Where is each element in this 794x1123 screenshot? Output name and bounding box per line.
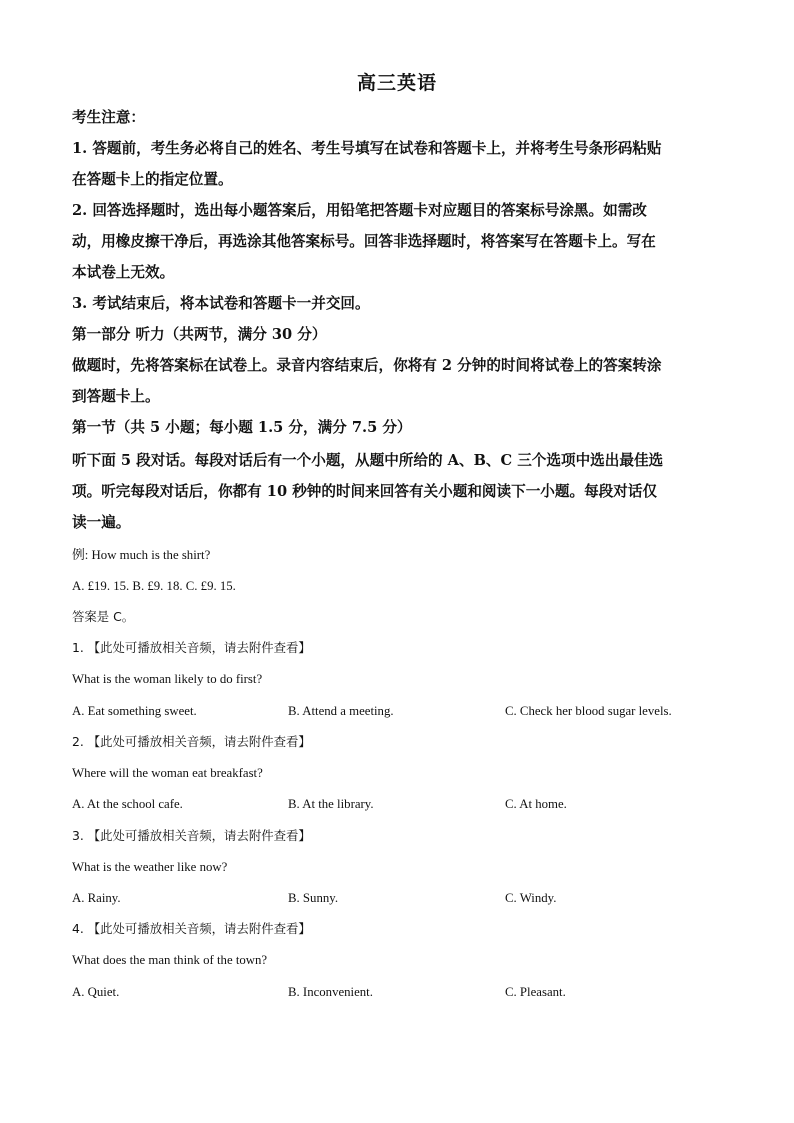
- question-audio-label: 2. 【此处可播放相关音频，请去附件查看】: [72, 734, 311, 749]
- question-text: Where will the woman eat breakfast?: [72, 766, 263, 780]
- example-options: A. £19. 15. B. £9. 18. C. £9. 15.: [72, 579, 236, 593]
- question-text: What is the weather like now?: [72, 860, 228, 874]
- part1-intro-line: 到答题卡上。: [72, 388, 160, 405]
- section1-intro-line: 听下面 5 段对话。每段对话后有一个小题，从题中所给的 A、B、C 三个选项中选出最佳选: [72, 452, 664, 469]
- option-b: B. Inconvenient.: [288, 985, 373, 999]
- notice-line: 2. 回答选择题时，选出每小题答案后，用铅笔把答题卡对应题目的答案标号涂黑。如需改: [72, 202, 647, 219]
- part1-intro-line: 做题时，先将答案标在试卷上。录音内容结束后，你将有 2 分钟的时间将试卷上的答案转涂: [72, 357, 662, 374]
- option-a: A. Rainy.: [72, 891, 121, 905]
- notice-line: 本试卷上无效。: [72, 264, 175, 281]
- option-a: A. Quiet.: [72, 985, 120, 999]
- example-answer: 答案是 C。: [72, 609, 135, 624]
- option-c: C. Pleasant.: [505, 985, 566, 999]
- notice-line: 在答题卡上的指定位置。: [72, 171, 233, 188]
- question-audio-label: 1. 【此处可播放相关音频，请去附件查看】: [72, 640, 311, 655]
- example-question: 例: How much is the shirt?: [72, 548, 211, 562]
- section1-intro-line: 项。听完每段对话后，你都有 10 秒钟的时间来回答有关小题和阅读下一小题。每段对话仅: [72, 483, 658, 500]
- part1-heading: 第一部分 听力（共两节，满分 30 分）: [72, 326, 327, 343]
- section1-intro-line: 读一遍。: [72, 514, 131, 531]
- section1-heading: 第一节（共 5 小题；每小题 1.5 分，满分 7.5 分）: [72, 419, 412, 436]
- notice-heading: 考生注意：: [72, 109, 145, 126]
- notice-line: 3. 考试结束后，将本试卷和答题卡一并交回。: [72, 295, 370, 312]
- question-audio-label: 3. 【此处可播放相关音频，请去附件查看】: [72, 828, 311, 843]
- option-b: B. At the library.: [288, 797, 374, 811]
- option-c: C. Check her blood sugar levels.: [505, 704, 672, 718]
- option-c: C. Windy.: [505, 891, 557, 905]
- notice-line: 动，用橡皮擦干净后，再选涂其他答案标号。回答非选择题时，将答案写在答题卡上。写在: [72, 233, 656, 250]
- notice-line: 1. 答题前，考生务必将自己的姓名、考生号填写在试卷和答题卡上，并将考生号条形码粘贴: [72, 140, 662, 157]
- option-a: A. Eat something sweet.: [72, 704, 197, 718]
- option-c: C. At home.: [505, 797, 567, 811]
- option-b: B. Attend a meeting.: [288, 704, 394, 718]
- question-audio-label: 4. 【此处可播放相关音频，请去附件查看】: [72, 921, 311, 936]
- question-text: What is the woman likely to do first?: [72, 672, 263, 686]
- option-a: A. At the school cafe.: [72, 797, 183, 811]
- option-b: B. Sunny.: [288, 891, 339, 905]
- page-title: 高三英语: [356, 72, 437, 94]
- question-text: What does the man think of the town?: [72, 953, 268, 967]
